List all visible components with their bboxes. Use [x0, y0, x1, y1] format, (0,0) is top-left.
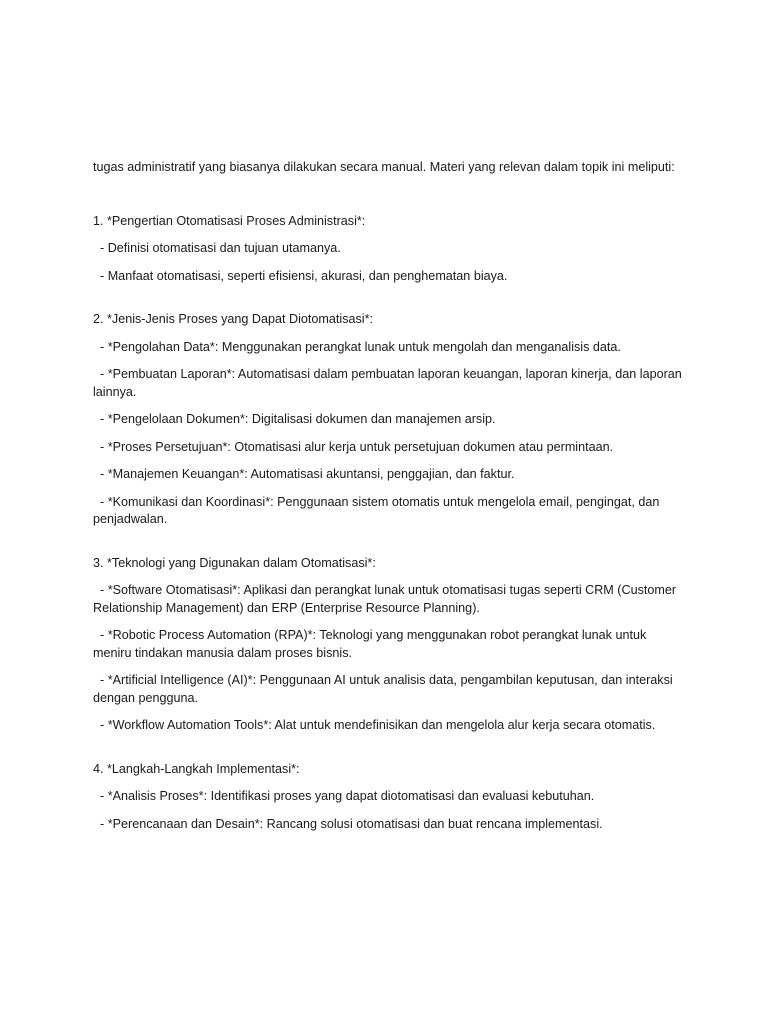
list-item: - *Robotic Process Automation (RPA)*: Teknologi yang menggunakan robot perangkat lunak untuk meniru tindakan manusia dalam proses bisnis. — [93, 628, 650, 660]
section-4 — [93, 761, 683, 834]
list-item: - *Pembuatan Laporan*: Automatisasi dalam pembuatan laporan keuangan, laporan kinerja, dan laporan lainnya. — [93, 367, 686, 399]
list-item: - *Pengolahan Data*: Menggunakan perangkat lunak untuk mengolah dan menganalisis data. — [93, 339, 621, 354]
list-item: - *Perencanaan dan Desain*: Rancang solusi otomatisasi dan buat rencana implementasi. — [93, 816, 603, 831]
list-item: - *Manajemen Keuangan*: Automatisasi akuntansi, penggajian, dan faktur. — [93, 467, 515, 481]
section-heading: 1. *Pengertian Otomatisasi Proses Administrasi*: — [93, 213, 366, 228]
section-heading: 3. *Teknologi yang Digunakan dalam Otomatisasi*: — [93, 555, 376, 570]
section-1 — [93, 213, 683, 286]
list-item: - *Pengelolaan Dokumen*: Digitalisasi dokumen dan manajemen arsip. — [93, 412, 496, 426]
section-heading: 4. *Langkah-Langkah Implementasi*: — [93, 761, 300, 776]
section-heading: 2. *Jenis-Jenis Proses yang Dapat Diotomatisasi*: — [93, 312, 373, 326]
intro-paragraph: tugas administratif yang biasanya dilakukan secara manual. Materi yang relevan dalam topik ini meliputi: — [93, 160, 675, 174]
list-item: - *Proses Persetujuan*: Otomatisasi alur kerja untuk persetujuan dokumen atau permintaan. — [93, 439, 614, 454]
list-item: - Manfaat otomatisasi, seperti efisiensi, akurasi, dan penghematan biaya. — [93, 268, 508, 283]
section-3 — [93, 555, 683, 735]
list-item: - *Artificial Intelligence (AI)*: Penggunaan AI untuk analisis data, pengambilan keputusan, dan interaksi dengan pengguna. — [93, 673, 677, 705]
list-item: - *Analisis Proses*: Identifikasi proses yang dapat diotomatisasi dan evaluasi kebutuhan. — [93, 789, 595, 803]
list-item: - *Software Otomatisasi*: Aplikasi dan perangkat lunak untuk otomatisasi tugas seperti CRM (Customer Relationship Management) dan ERP (Enterprise Resource Planning). — [93, 583, 680, 615]
list-item: - *Komunikasi dan Koordinasi*: Penggunaan sistem otomatis untuk mengelola email, pengingat, dan penjadwalan. — [93, 494, 663, 526]
list-item: - Definisi otomatisasi dan tujuan utamanya. — [93, 241, 341, 255]
section-2 — [93, 311, 686, 529]
document-body — [93, 159, 686, 843]
list-item: - *Workflow Automation Tools*: Alat untuk mendefinisikan dan mengelola alur kerja secara otomatis. — [93, 718, 656, 732]
